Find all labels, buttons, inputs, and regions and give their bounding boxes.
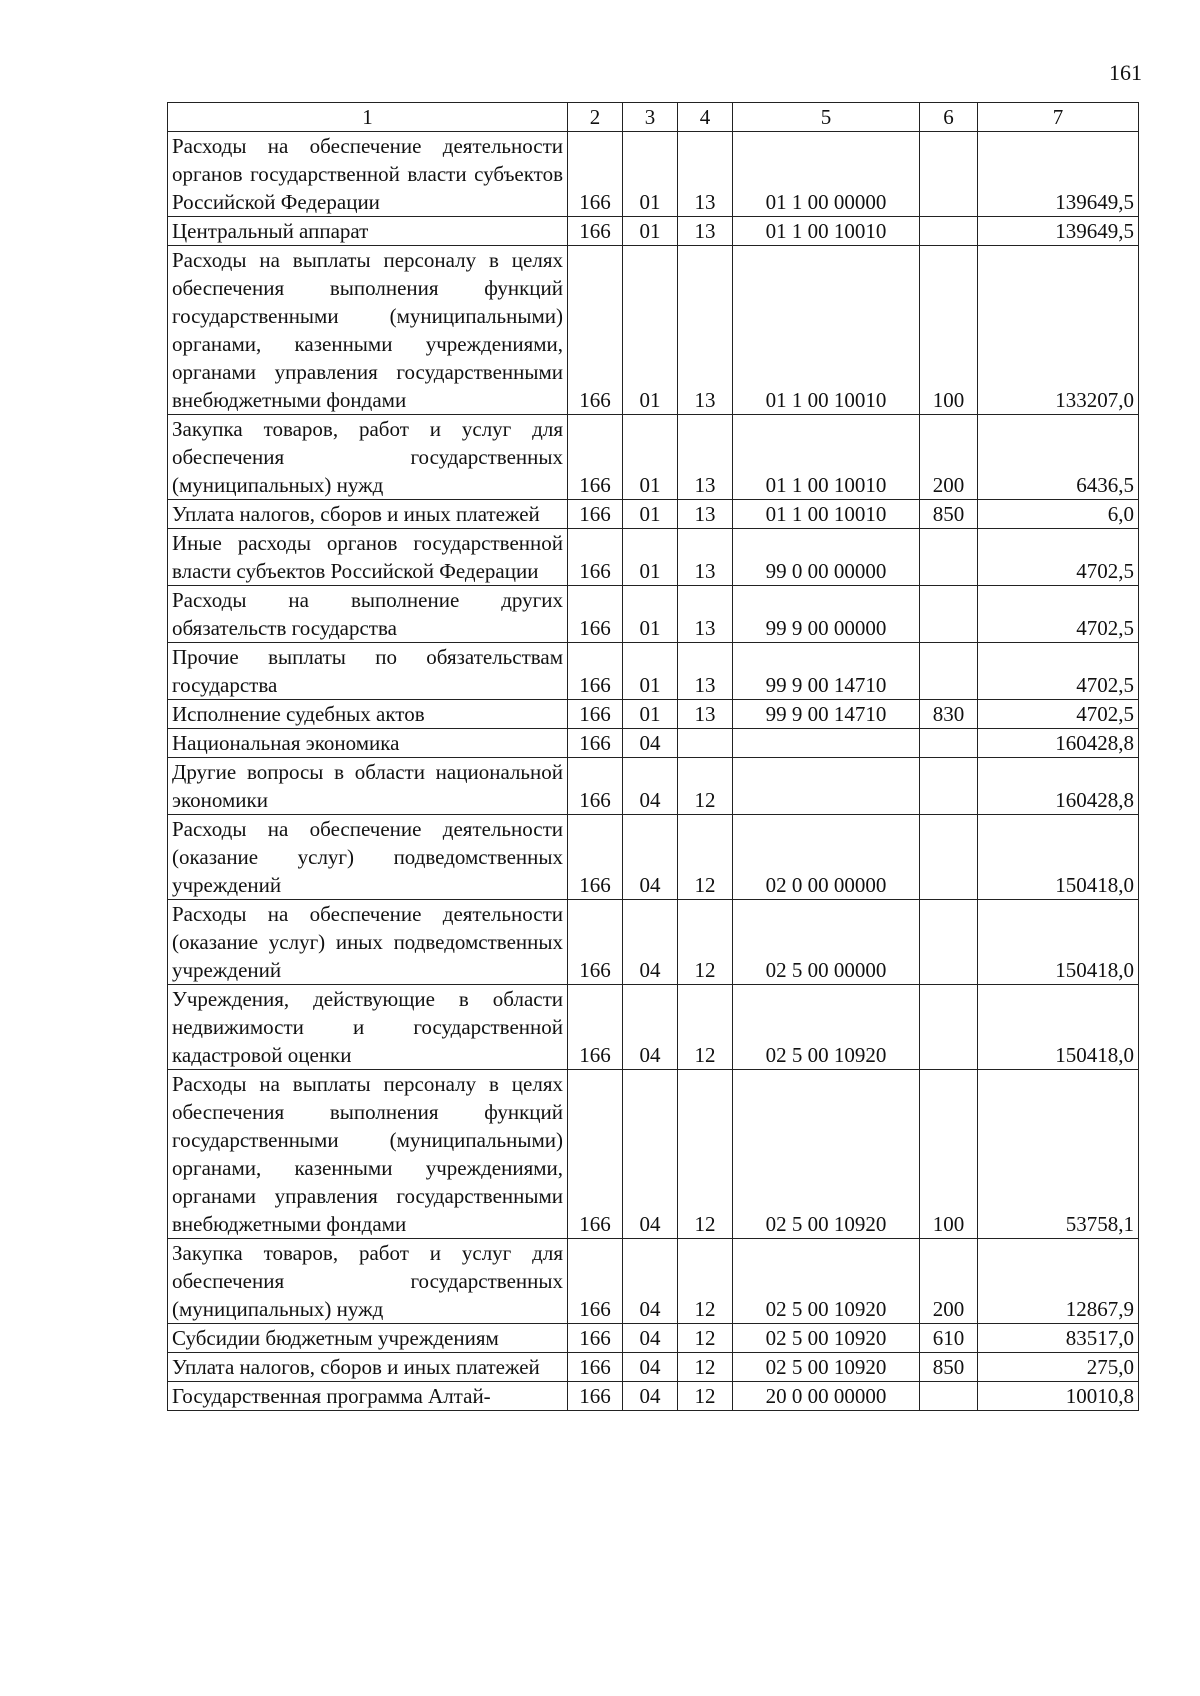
row-subsection-cell: 13 [678,529,733,586]
row-amount-cell: 133207,0 [978,246,1139,415]
row-expense-type-cell [920,1382,978,1411]
row-admin-code-cell: 166 [568,1382,623,1411]
row-admin-code-cell: 166 [568,1239,623,1324]
row-subsection-cell: 13 [678,643,733,700]
table-row [168,246,1139,415]
row-admin-code-cell: 166 [568,529,623,586]
row-target-article-cell: 01 1 00 10010 [733,246,920,415]
row-section-cell: 01 [623,217,678,246]
row-amount-cell: 4702,5 [978,586,1139,643]
row-subsection-cell: 13 [678,500,733,529]
row-target-article-cell: 99 9 00 14710 [733,700,920,729]
row-amount-cell: 4702,5 [978,700,1139,729]
row-target-article-cell: 01 1 00 10010 [733,217,920,246]
row-name-cell: Уплата налогов, сборов и иных платежей [168,1353,568,1382]
table-row [168,643,1139,700]
row-name-cell: Учреждения, действующие в области недвижимости и государственной кадастровой оценки [168,985,568,1070]
row-subsection-cell [678,729,733,758]
row-target-article-cell: 99 0 00 00000 [733,529,920,586]
row-name-cell: Уплата налогов, сборов и иных платежей [168,500,568,529]
row-subsection-cell: 13 [678,132,733,217]
row-expense-type-cell [920,758,978,815]
budget-table [167,102,1139,1411]
row-target-article-cell: 01 1 00 00000 [733,132,920,217]
row-name-cell: Закупка товаров, работ и услуг для обеспечения государственных (муниципальных) нужд [168,415,568,500]
row-section-cell: 04 [623,1239,678,1324]
row-name-cell: Иные расходы органов государственной власти субъектов Российской Федерации [168,529,568,586]
row-amount-cell: 275,0 [978,1353,1139,1382]
row-expense-type-cell [920,132,978,217]
row-amount-cell: 6,0 [978,500,1139,529]
row-admin-code-cell: 166 [568,500,623,529]
row-name-cell: Другие вопросы в области национальной экономики [168,758,568,815]
column-header: 4 [678,103,733,132]
page-number: 161 [1109,60,1142,85]
table-row [168,700,1139,729]
table-row [168,985,1139,1070]
row-subsection-cell: 12 [678,1324,733,1353]
row-expense-type-cell [920,586,978,643]
column-header: 2 [568,103,623,132]
row-admin-code-cell: 166 [568,900,623,985]
row-amount-cell: 160428,8 [978,729,1139,758]
row-target-article-cell: 02 5 00 10920 [733,1324,920,1353]
row-target-article-cell: 01 1 00 10010 [733,415,920,500]
row-name-cell: Расходы на обеспечение деятельности органов государственной власти субъектов Российской Федерации [168,132,568,217]
row-name-cell: Расходы на обеспечение деятельности (оказание услуг) иных подведомственных учреждений [168,900,568,985]
table-row [168,1382,1139,1411]
row-admin-code-cell: 166 [568,415,623,500]
row-target-article-cell: 99 9 00 14710 [733,643,920,700]
row-subsection-cell: 13 [678,415,733,500]
row-section-cell: 04 [623,815,678,900]
row-admin-code-cell: 166 [568,217,623,246]
row-section-cell: 01 [623,586,678,643]
table-row [168,815,1139,900]
row-section-cell: 01 [623,643,678,700]
row-target-article-cell: 02 5 00 10920 [733,985,920,1070]
row-section-cell: 01 [623,415,678,500]
row-subsection-cell: 12 [678,758,733,815]
row-expense-type-cell: 100 [920,1070,978,1239]
table-body [168,132,1139,1411]
table-row [168,758,1139,815]
row-section-cell: 04 [623,1324,678,1353]
row-name-cell: Национальная экономика [168,729,568,758]
row-section-cell: 04 [623,1070,678,1239]
row-amount-cell: 83517,0 [978,1324,1139,1353]
row-amount-cell: 150418,0 [978,815,1139,900]
row-target-article-cell: 20 0 00 00000 [733,1382,920,1411]
row-name-cell: Расходы на выплаты персоналу в целях обеспечения выполнения функций государственными (муниципальными) органами, казенными учреждениями, органами управления государственными внебюджетными фондами [168,1070,568,1239]
header-row [168,103,1139,132]
row-admin-code-cell: 166 [568,1324,623,1353]
row-name-cell: Прочие выплаты по обязательствам государства [168,643,568,700]
table-row [168,529,1139,586]
row-amount-cell: 53758,1 [978,1070,1139,1239]
row-admin-code-cell: 166 [568,985,623,1070]
row-name-cell: Расходы на выплаты персоналу в целях обеспечения выполнения функций государственными (муниципальными) органами, казенными учреждениями, органами управления государственными внебюджетными фондами [168,246,568,415]
row-admin-code-cell: 166 [568,586,623,643]
row-name-cell: Закупка товаров, работ и услуг для обеспечения государственных (муниципальных) нужд [168,1239,568,1324]
row-name-cell: Субсидии бюджетным учреждениям [168,1324,568,1353]
row-target-article-cell: 99 9 00 00000 [733,586,920,643]
row-section-cell: 04 [623,729,678,758]
row-expense-type-cell [920,900,978,985]
row-subsection-cell: 13 [678,700,733,729]
row-expense-type-cell [920,985,978,1070]
row-admin-code-cell: 166 [568,643,623,700]
row-name-cell: Государственная программа Алтай- [168,1382,568,1411]
column-header: 7 [978,103,1139,132]
row-target-article-cell [733,758,920,815]
row-section-cell: 04 [623,758,678,815]
row-admin-code-cell: 166 [568,132,623,217]
row-expense-type-cell: 100 [920,246,978,415]
table-row [168,1353,1139,1382]
row-target-article-cell: 02 5 00 10920 [733,1070,920,1239]
row-amount-cell: 139649,5 [978,217,1139,246]
row-section-cell: 04 [623,1382,678,1411]
row-admin-code-cell: 166 [568,1070,623,1239]
row-amount-cell: 12867,9 [978,1239,1139,1324]
row-subsection-cell: 12 [678,900,733,985]
row-name-cell: Расходы на выполнение других обязательств государства [168,586,568,643]
table-row [168,1239,1139,1324]
row-admin-code-cell: 166 [568,815,623,900]
column-header: 1 [168,103,568,132]
row-amount-cell: 150418,0 [978,985,1139,1070]
row-subsection-cell: 12 [678,1070,733,1239]
row-expense-type-cell: 850 [920,1353,978,1382]
row-subsection-cell: 12 [678,1239,733,1324]
row-amount-cell: 4702,5 [978,643,1139,700]
row-expense-type-cell [920,217,978,246]
row-section-cell: 01 [623,529,678,586]
row-amount-cell: 6436,5 [978,415,1139,500]
row-admin-code-cell: 166 [568,1353,623,1382]
table-row [168,729,1139,758]
row-section-cell: 04 [623,985,678,1070]
table-row [168,217,1139,246]
row-name-cell: Центральный аппарат [168,217,568,246]
row-expense-type-cell: 200 [920,1239,978,1324]
row-amount-cell: 150418,0 [978,900,1139,985]
row-subsection-cell: 12 [678,985,733,1070]
table-row [168,586,1139,643]
row-target-article-cell [733,729,920,758]
row-target-article-cell: 01 1 00 10010 [733,500,920,529]
table-row [168,415,1139,500]
row-name-cell: Расходы на обеспечение деятельности (оказание услуг) подведомственных учреждений [168,815,568,900]
row-target-article-cell: 02 5 00 10920 [733,1239,920,1324]
row-expense-type-cell [920,529,978,586]
table-row [168,1070,1139,1239]
row-expense-type-cell: 610 [920,1324,978,1353]
row-expense-type-cell [920,815,978,900]
table-row [168,132,1139,217]
row-target-article-cell: 02 5 00 10920 [733,1353,920,1382]
column-header: 6 [920,103,978,132]
table-row [168,500,1139,529]
row-subsection-cell: 13 [678,217,733,246]
row-section-cell: 04 [623,1353,678,1382]
row-expense-type-cell: 200 [920,415,978,500]
row-section-cell: 04 [623,900,678,985]
row-expense-type-cell [920,729,978,758]
row-target-article-cell: 02 0 00 00000 [733,815,920,900]
table-row [168,900,1139,985]
row-subsection-cell: 13 [678,586,733,643]
row-target-article-cell: 02 5 00 00000 [733,900,920,985]
row-admin-code-cell: 166 [568,729,623,758]
row-expense-type-cell: 830 [920,700,978,729]
column-header: 3 [623,103,678,132]
row-amount-cell: 160428,8 [978,758,1139,815]
row-amount-cell: 139649,5 [978,132,1139,217]
row-name-cell: Исполнение судебных актов [168,700,568,729]
row-subsection-cell: 12 [678,1353,733,1382]
row-admin-code-cell: 166 [568,700,623,729]
row-section-cell: 01 [623,246,678,415]
row-amount-cell: 4702,5 [978,529,1139,586]
row-expense-type-cell: 850 [920,500,978,529]
row-section-cell: 01 [623,700,678,729]
row-section-cell: 01 [623,132,678,217]
row-subsection-cell: 12 [678,815,733,900]
row-amount-cell: 10010,8 [978,1382,1139,1411]
row-section-cell: 01 [623,500,678,529]
table-row [168,1324,1139,1353]
column-header: 5 [733,103,920,132]
row-subsection-cell: 13 [678,246,733,415]
row-admin-code-cell: 166 [568,758,623,815]
row-admin-code-cell: 166 [568,246,623,415]
row-expense-type-cell [920,643,978,700]
row-subsection-cell: 12 [678,1382,733,1411]
